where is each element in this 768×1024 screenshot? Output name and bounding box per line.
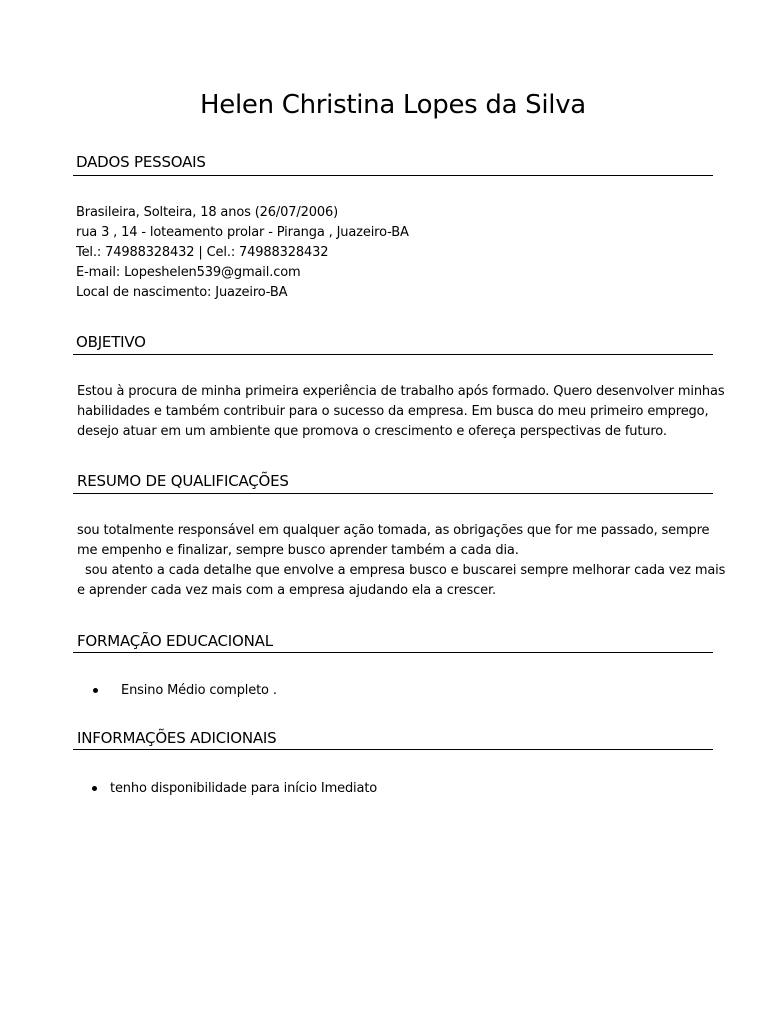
qualifications-line: e aprender cada vez mais com a empresa ajudando ela a crescer. xyxy=(77,583,496,598)
section-heading-dados-pessoais: DADOS PESSOAIS xyxy=(76,153,206,171)
section-heading-resumo: RESUMO DE QUALIFICAÇÕES xyxy=(77,472,289,490)
qualifications-line: sou totalmente responsável em qualquer ação tomada, as obrigações que for me passado, sempre xyxy=(77,523,710,538)
objective-line: desejo atuar em um ambiente que promova o crescimento e ofereça perspectivas de futuro. xyxy=(77,424,667,439)
objective-line: Estou à procura de minha primeira experiência de trabalho após formado. Quero desenvolver minhas xyxy=(77,384,725,399)
section-heading-objetivo: OBJETIVO xyxy=(76,333,146,351)
section-heading-adicionais: INFORMAÇÕES ADICIONAIS xyxy=(77,729,277,747)
bullet-icon xyxy=(92,786,97,791)
section-heading-formacao: FORMAÇÃO EDUCACIONAL xyxy=(77,632,273,650)
section-divider xyxy=(73,175,713,176)
personal-data-block xyxy=(76,203,716,303)
section-divider xyxy=(73,493,713,494)
personal-info-line: Brasileira, Solteira, 18 anos (26/07/2006) xyxy=(76,205,339,220)
qualifications-line: me empenho e finalizar, sempre busco aprender também a cada dia. xyxy=(77,543,519,558)
objective-paragraph xyxy=(77,382,725,442)
birthplace-line: Local de nascimento: Juazeiro-BA xyxy=(76,285,288,300)
section-divider xyxy=(73,354,713,355)
education-item: Ensino Médio completo . xyxy=(121,683,277,698)
email-line: E-mail: Lopeshelen539@gmail.com xyxy=(76,265,301,280)
section-divider xyxy=(73,652,713,653)
objective-line: habilidades e também contribuir para o sucesso da empresa. Em busca do meu primeiro emprego, xyxy=(77,404,709,419)
qualifications-paragraph xyxy=(77,521,726,601)
qualifications-line: sou atento a cada detalhe que envolve a empresa busco e buscarei sempre melhorar cada vez mais xyxy=(77,563,726,578)
bullet-icon xyxy=(93,688,98,693)
phone-line: Tel.: 74988328432 | Cel.: 74988328432 xyxy=(76,245,329,260)
additional-info-item: tenho disponibilidade para início Imediato xyxy=(110,781,378,796)
page-title: Helen Christina Lopes da Silva xyxy=(200,90,586,120)
section-divider xyxy=(73,749,713,750)
address-line: rua 3 , 14 - loteamento prolar - Piranga , Juazeiro-BA xyxy=(76,225,409,240)
